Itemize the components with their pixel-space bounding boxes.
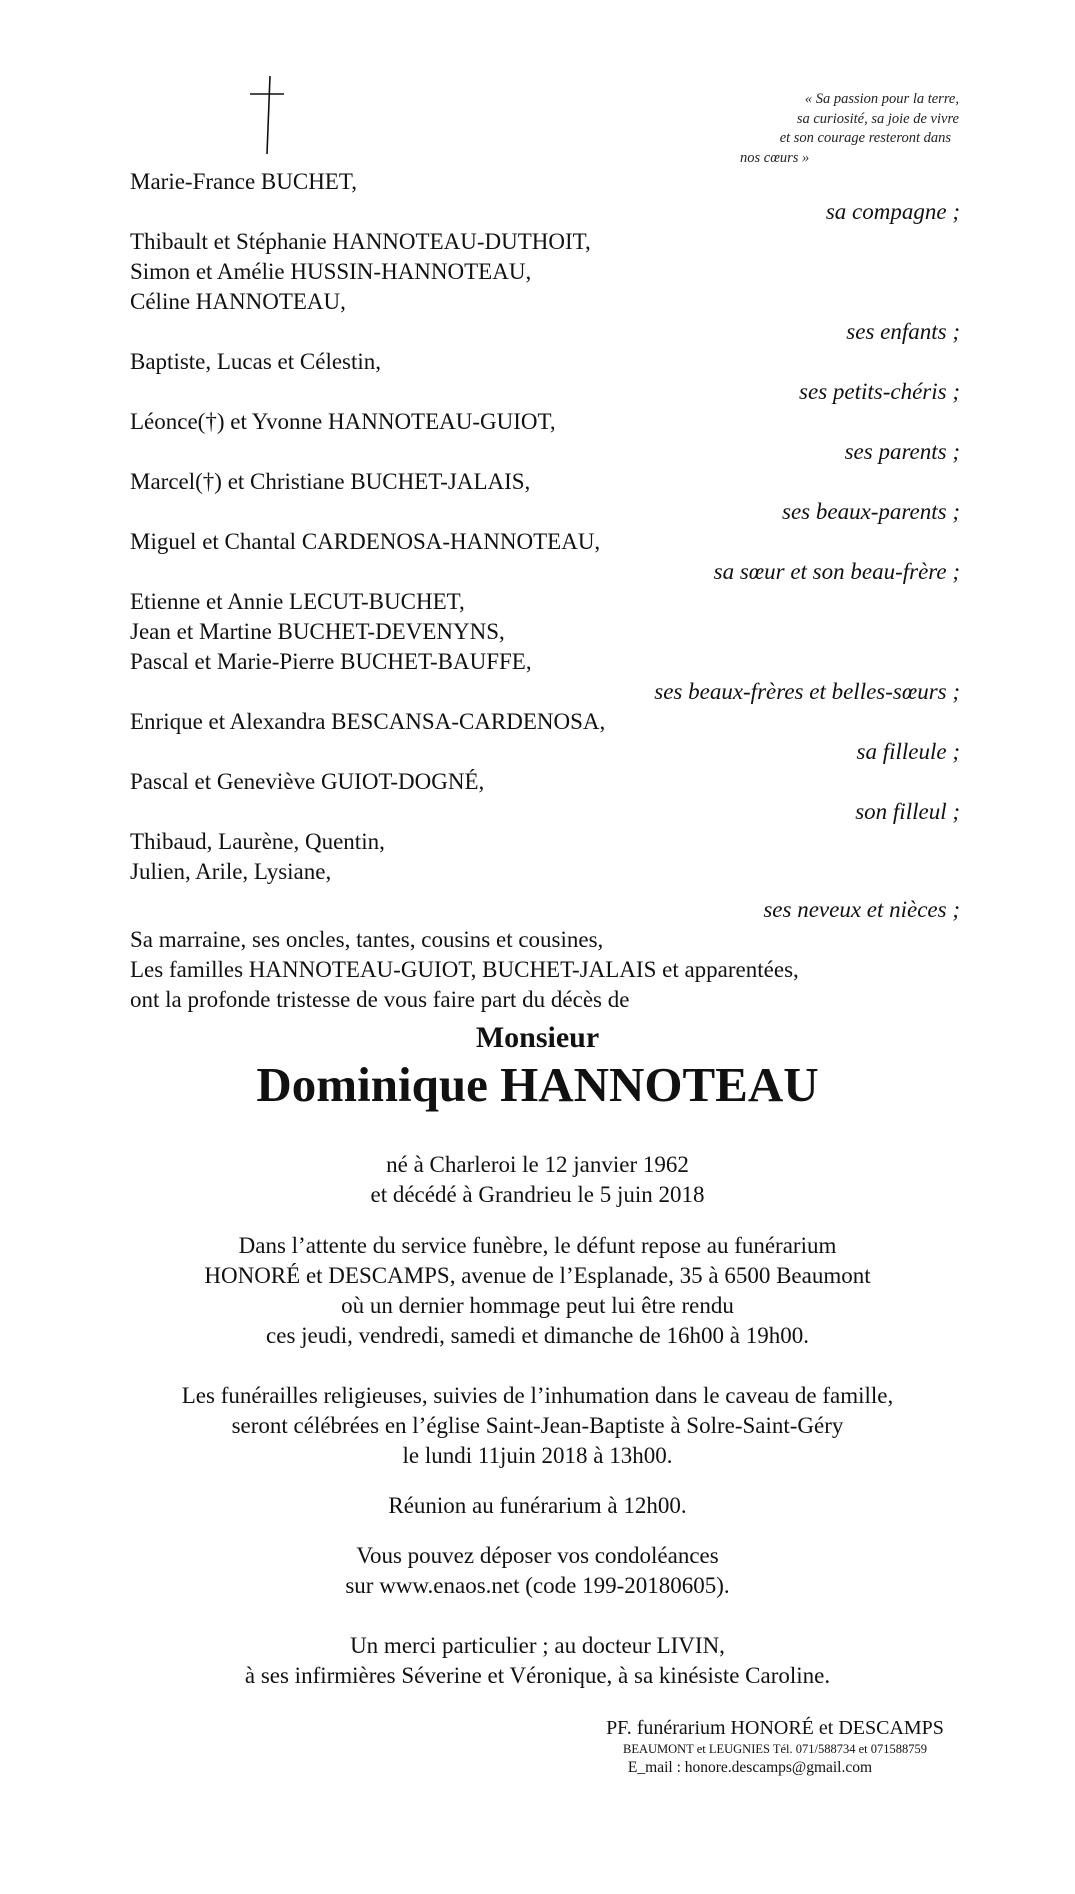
visitation-line: où un dernier hommage peut lui être rendu — [341, 1293, 734, 1318]
funeral-home-email: E_mail : honore.descamps@gmail.com — [627, 1759, 873, 1776]
thanks-line: Un merci particulier ; au docteur LIVIN, — [350, 1633, 725, 1658]
family-group-siblings-in-law — [130, 587, 960, 707]
family-relation: ses petits-chéris ; — [799, 379, 960, 404]
visitation-line: Dans l’attente du service funèbre, le défunt repose au funérarium — [238, 1233, 837, 1258]
death-line: et décédé à Grandrieu le 5 juin 2018 — [370, 1182, 705, 1207]
family-relation: ses beaux-parents ; — [782, 499, 960, 524]
funeral-info — [0, 1381, 1075, 1471]
birth-line: né à Charleroi le 12 janvier 1962 — [386, 1152, 689, 1177]
family-group-sister — [130, 527, 960, 587]
memorial-quote — [740, 90, 965, 168]
condolences-link-line: sur www.enaos.net (code 199-20180605). — [345, 1573, 730, 1598]
thanks-info — [0, 1631, 1075, 1691]
family-group-children — [130, 227, 960, 347]
deceased-title: Monsieur — [475, 1021, 600, 1054]
funeral-home-phone: BEAUMONT et LEUGNIES Tél. 071/588734 et 071588759 — [622, 1742, 928, 1756]
visitation-line: ces jeudi, vendredi, samedi et dimanche de 16h00 à 19h00. — [266, 1323, 809, 1348]
funeral-home-footer — [560, 1716, 960, 1778]
condolences-info — [0, 1541, 1075, 1601]
cross-icon — [244, 74, 292, 156]
condolences-line: Vous pouvez déposer vos condoléances — [356, 1543, 719, 1568]
family-relation: ses parents ; — [844, 439, 960, 464]
family-group-nephews-nieces — [130, 827, 960, 925]
family-name: Baptiste, Lucas et Célestin, — [130, 349, 382, 374]
family-name: Enrique et Alexandra BESCANSA-CARDENOSA, — [130, 709, 606, 734]
quote-line: et son courage resteront dans — [779, 130, 951, 146]
funeral-line: seront célébrées en l’église Saint-Jean-Baptiste à Solre-Saint-Géry — [231, 1413, 844, 1438]
family-group-partner — [130, 167, 960, 227]
closing-line: ont la profonde tristesse de vous faire part du décès de — [130, 987, 630, 1012]
deceased-heading — [0, 1020, 1075, 1114]
family-relation: sa sœur et son beau-frère ; — [713, 559, 960, 584]
quote-line: nos cœurs » — [740, 149, 810, 166]
family-name: Thibault et Stéphanie HANNOTEAU-DUTHOIT, — [130, 229, 591, 254]
thanks-line: à ses infirmières Séverine et Véronique, à sa kinésiste Caroline. — [244, 1663, 831, 1688]
family-list — [130, 167, 960, 1015]
quote-line: sa curiosité, sa joie de vivre — [796, 110, 959, 127]
quote-line: « Sa passion pour la terre, — [804, 91, 959, 107]
family-relation: sa filleule ; — [856, 739, 960, 764]
family-name: Marie-France BUCHET, — [130, 169, 357, 194]
family-name: Simon et Amélie HUSSIN-HANNOTEAU, — [130, 259, 532, 284]
family-name: Thibaud, Laurène, Quentin, — [130, 829, 385, 854]
deceased-name: Dominique HANNOTEAU — [256, 1057, 819, 1112]
visitation-line: HONORÉ et DESCAMPS, avenue de l’Esplanade, 35 à 6500 Beaumont — [204, 1263, 871, 1288]
family-name: Jean et Martine BUCHET-DEVENYNS, — [130, 619, 505, 644]
family-group-parents — [130, 407, 960, 467]
visitation-info — [0, 1231, 1075, 1351]
family-group-godson — [130, 767, 960, 827]
funeral-line: le lundi 11juin 2018 à 13h00. — [402, 1443, 673, 1468]
family-group-grandchildren — [130, 347, 960, 407]
family-relation: sa compagne ; — [825, 199, 960, 224]
family-name: Marcel(†) et Christiane BUCHET-JALAIS, — [130, 469, 531, 494]
family-name: Pascal et Marie-Pierre BUCHET-BAUFFE, — [130, 649, 532, 674]
funeral-line: Les funérailles religieuses, suivies de l’inhumation dans le caveau de famille, — [181, 1383, 894, 1408]
family-group-goddaughter — [130, 707, 960, 767]
family-relation: son filleul ; — [855, 799, 960, 824]
family-relation: ses enfants ; — [846, 319, 960, 344]
family-closing — [130, 925, 960, 1015]
family-name: Pascal et Geneviève GUIOT-DOGNÉ, — [130, 769, 485, 794]
meeting-line: Réunion au funérarium à 12h00. — [388, 1493, 687, 1518]
life-dates — [0, 1150, 1075, 1210]
closing-line: Les familles HANNOTEAU-GUIOT, BUCHET-JALAIS et apparentées, — [130, 957, 799, 982]
meeting-info — [0, 1491, 1075, 1521]
family-group-parents-in-law — [130, 467, 960, 527]
family-relation: ses beaux-frères et belles-sœurs ; — [654, 679, 960, 704]
family-relation: ses neveux et nièces ; — [763, 897, 960, 922]
funeral-home-name: PF. funérarium HONORÉ et DESCAMPS — [606, 1717, 944, 1739]
family-name: Léonce(†) et Yvonne HANNOTEAU-GUIOT, — [130, 409, 556, 434]
family-name: Céline HANNOTEAU, — [130, 289, 346, 314]
family-name: Julien, Arile, Lysiane, — [130, 859, 332, 884]
closing-line: Sa marraine, ses oncles, tantes, cousins et cousines, — [130, 927, 604, 952]
family-name: Etienne et Annie LECUT-BUCHET, — [130, 589, 465, 614]
family-name: Miguel et Chantal CARDENOSA-HANNOTEAU, — [130, 529, 601, 554]
